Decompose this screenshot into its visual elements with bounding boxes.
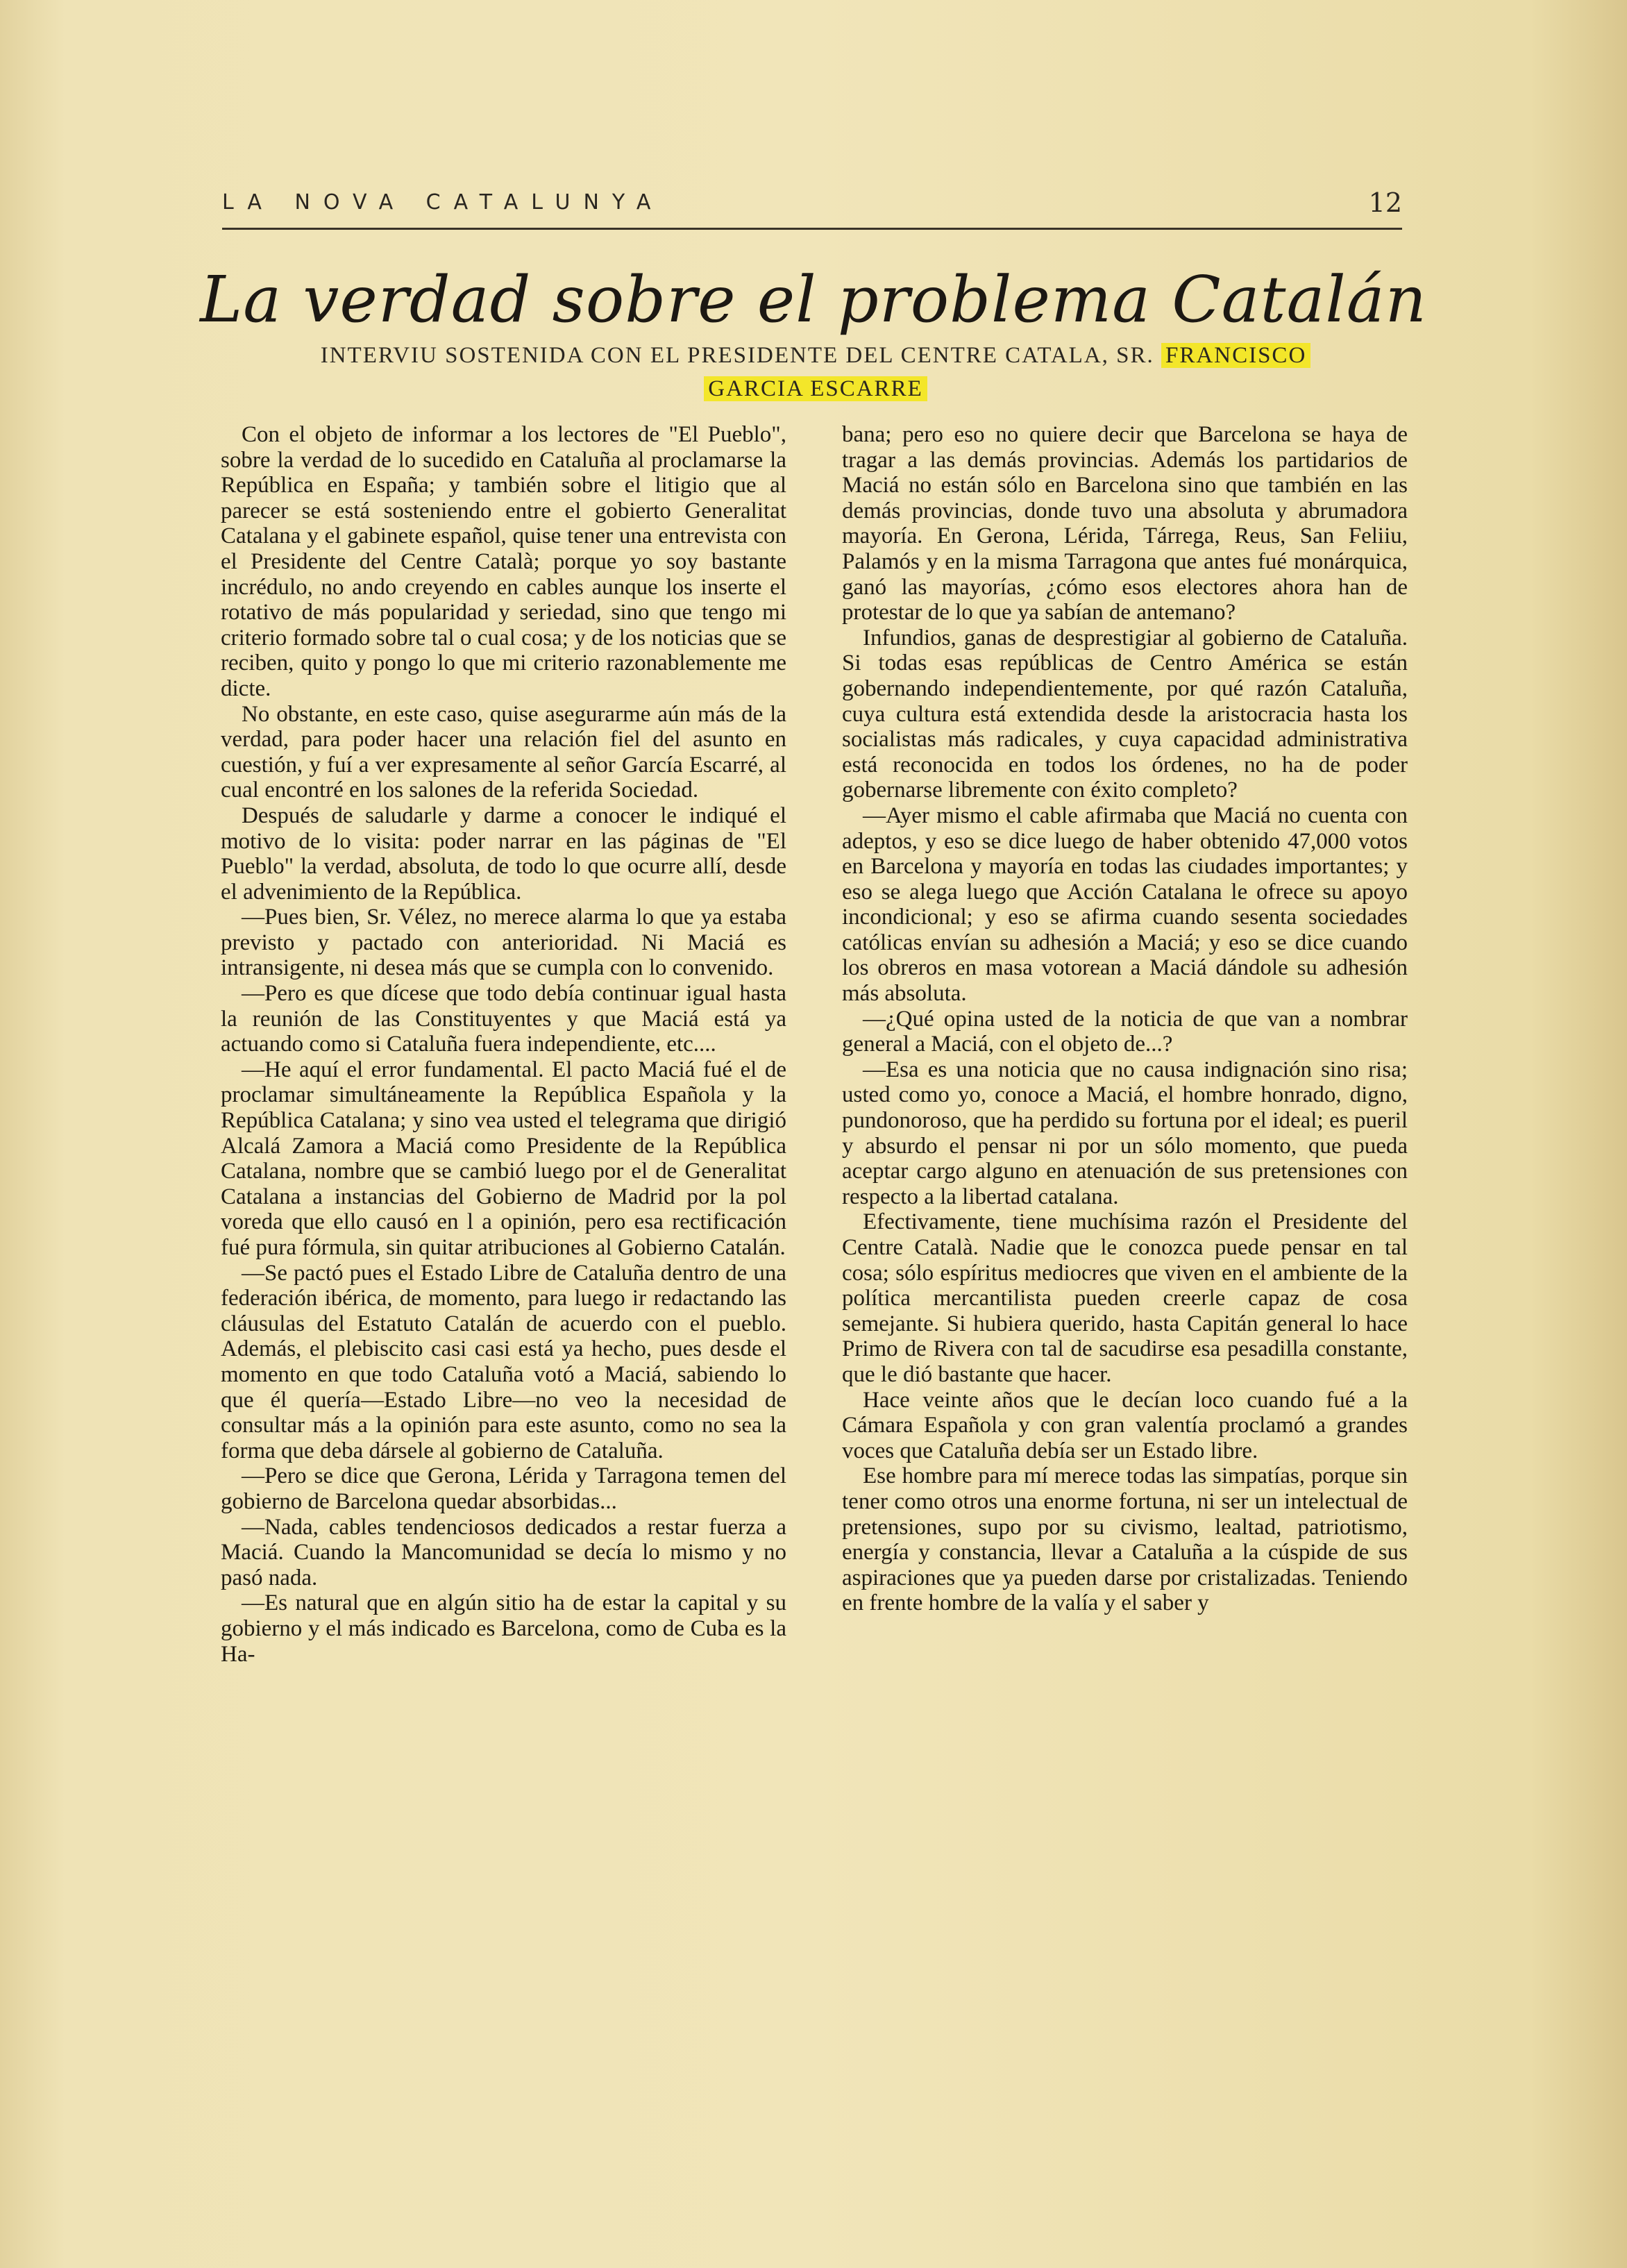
paragraph-continued: bana; pero eso no quiere decir que Barcelona se haya de tragar a las demás provincias. Además los partidarios de Maciá no están sólo en Barcelona sino que también en las demás provincias, donde tuvo una absoluta y abrumadora mayoría. En Gerona, Lérida, Tárrega, Reus, San Feliiu, Palamós y en la misma Tarragona que antes fué monárquica, ganó las mayorías, ¿cómo esos electores ahora han de protestar de lo que ya sabían de antemano? [842,422,1408,625]
paragraph: —¿Qué opina usted de la noticia de que van a nombrar general a Maciá, con el objeto de...? [842,1006,1408,1057]
paragraph: Infundios, ganas de desprestigiar al gobierno de Cataluña. Si todas esas repúblicas de Centro América se están gobernando independientemente, por qué razón Cataluña, cuya cultura está extendida desde la aristocracia hasta los socialistas más radicales, y cuya capacidad administrativa está reconocida en todos los órdenes, no ha de poder gobernarse libremente con éxito completo? [842,625,1408,803]
running-head: LA NOVA CATALUNYA [222,190,664,215]
subtitle-highlight-surname: GARCIA ESCARRE [704,376,927,401]
paragraph: —Pero es que dícese que todo debía continuar igual hasta la reunión de las Constituyentes y que Maciá está ya actuando como si Cataluña fuera independiente, etc.... [221,981,786,1057]
article-title: La verdad sobre el problema Catalán [200,262,1427,337]
left-column [221,422,786,1667]
paragraph: —Se pactó pues el Estado Libre de Cataluña dentro de una federación ibérica, de momento, para luego ir redactando las cláusulas del Estatuto Catalán de acuerdo con el pueblo. Además, el plebiscito casi casi está ya hecho, pues desde el momento en que todo Cataluña votó a Maciá, sabiendo lo que él quería—Estado Libre—no veo la necesidad de consultar más a la opinión para este asunto, como no sea la forma que deba dársele al gobierno de Cataluña. [221,1260,786,1463]
paragraph: Con el objeto de informar a los lectores de "El Pueblo", sobre la verdad de lo sucedido en Cataluña al proclamarse la República en España; y también sobre el litigio que al parecer se está sosteniendo entre el gobierto Generalitat Catalana y el gabinete español, quise tener una entrevista con el Presidente del Centre Català; porque yo soy bastante incrédulo, no ando creyendo en cables aunque los inserte el rotativo de más popularidad y seriedad, sino que tengo mi criterio formado sobre tal o cual cosa; y de los noticias que se reciben, quito y pongo lo que mi criterio razonablemente me dicte. [221,422,786,701]
paragraph: —Ayer mismo el cable afirmaba que Maciá no cuenta con adeptos, y eso se dice luego de haber obtenido 47,000 votos en Barcelona y mayoría en todas las ciudades importantes; y eso se alega luego que Acción Catalana le ofrece su apoyo incondicional; y eso se afirma cuando sesenta sociedades católicas envían su adhesión a Maciá; y eso se dice cuando los obreros en masa votorean a Maciá dándole su adhesión más absoluta. [842,803,1408,1007]
paragraph: Efectivamente, tiene muchísima razón el Presidente del Centre Català. Nadie que le conozca puede pensar en tal cosa; sólo espíritus mediocres que viven en el ambiente de la política mercantilista pueden creerle capaz de cosa semejante. Si hubiera querido, hasta Capitán general lo hace Primo de Rivera con tal de sacudirse esa pesadilla constante, que le dió bastante que hacer. [842,1209,1408,1387]
right-column [842,422,1408,1616]
paragraph: —Pero se dice que Gerona, Lérida y Tarragona temen del gobierno de Barcelona quedar absorbidas... [221,1463,786,1514]
paragraph: —Nada, cables tendenciosos dedicados a restar fuerza a Maciá. Cuando la Mancomunidad se decía lo mismo y no pasó nada. [221,1514,786,1590]
paragraph: Después de saludarle y darme a conocer le indiqué el motivo de lo visita: poder narrar en las páginas de "El Pueblo" la verdad, absoluta, de todo lo que ocurre allí, desde el advenimiento de la República. [221,803,786,905]
subtitle-highlight-name: FRANCISCO [1161,343,1310,368]
paragraph: —Pues bien, Sr. Vélez, no merece alarma lo que ya estaba previsto y pactado con anterioridad. Ni Maciá es intransigente, ni desea más que se cumpla con lo convenido. [221,905,786,981]
paragraph: Ese hombre para mí merece todas las simpatías, porque sin tener como otros una enorme fortuna, ni ser un intelectual de pretensiones, supo por su civismo, lealtad, patriotismo, energía y constancia, llevar a Cataluña a la cúspide de sus aspiraciones que ya pueden darse por cristalizadas. Teniendo en frente hombre de la valía y el saber y [842,1463,1408,1616]
page-number: 12 [1368,187,1402,218]
page-header [222,186,1402,230]
paragraph: —Esa es una noticia que no causa indignación sino risa; usted como yo, conoce a Maciá, el hombre honrado, digno, pundonoroso, que ha perdido su fortuna por el ideal; es pueril y absurdo el pensar ni por un sólo momento, que pueda aceptar cargo alguno en atenuación de sus pretensiones con respecto a la libertad catalana. [842,1057,1408,1209]
paragraph: No obstante, en este caso, quise asegurarme aún más de la verdad, para poder hacer una relación fiel del asunto en cuestión, y fuí a ver expresamente al señor García Escarré, al cual encontré en los salones de la referida Sociedad. [221,701,786,803]
subtitle-text: INTERVIU SOSTENIDA CON EL PRESIDENTE DEL CENTRE CATALA, SR. [320,343,1154,368]
article-subtitle [215,339,1416,405]
paragraph: Hace veinte años que le decían loco cuando fué a la Cámara Española y con gran valentía proclamó a grandes voces que Cataluña debía ser un Estado libre. [842,1387,1408,1463]
paragraph: —Es natural que en algún sitio ha de estar la capital y su gobierno y el más indicado es Barcelona, como de Cuba es la Ha- [221,1590,786,1667]
paragraph: —He aquí el error fundamental. El pacto Maciá fué el de proclamar simultáneamente la República Española y la República Catalana; y sino vea usted el telegrama que dirigió Alcalá Zamora a Maciá como Presidente de la República Catalana, nombre que se cambió luego por el de Generalitat Catalana a instancias del Gobierno de Madrid por la pol voreda que ello causó en l a opinión, pero esa rectificación fué pura fórmula, sin quitar atribuciones al Gobierno Catalán. [221,1057,786,1260]
